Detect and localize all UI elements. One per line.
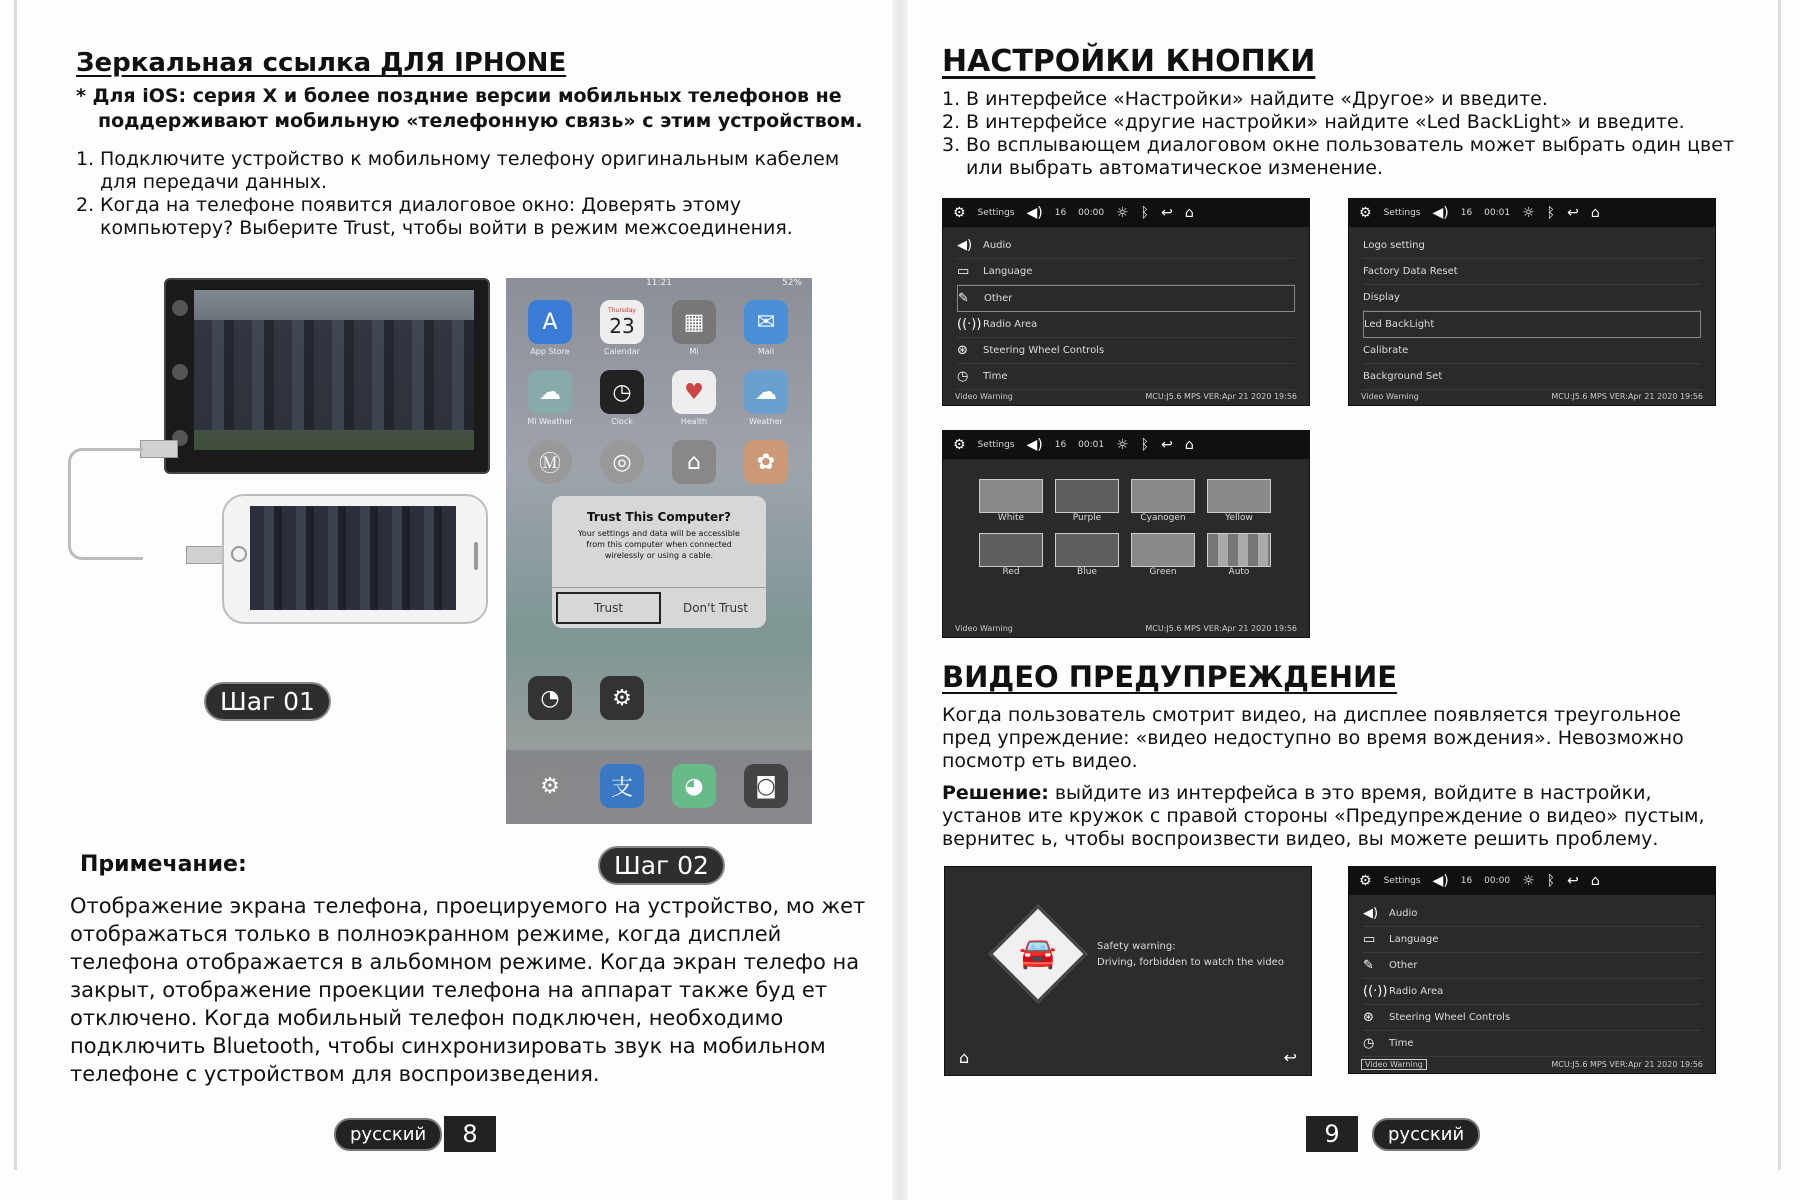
phone-screen-mirrored: [250, 506, 456, 610]
settings-topbar: ⚙ Settings ◀) 16 00:00 ☼ ᛒ ↩ ⌂: [943, 199, 1309, 227]
settings-screenshot-video-warning: [1348, 866, 1716, 1074]
clock-app[interactable]: ◷ Clock: [598, 370, 646, 426]
led-color-screenshot: [942, 430, 1310, 638]
settings-screenshot-other: [1348, 198, 1716, 406]
swatch-white[interactable]: White: [979, 479, 1043, 523]
menu-item-logo[interactable]: Logo setting: [1363, 233, 1701, 259]
mi-home-icon: ⌂: [672, 440, 716, 484]
settings-footer: Video Warning MCU:J5.6 MPS VER:Apr 21 2020 19:56: [1361, 391, 1703, 401]
gear-icon: ⚙: [1359, 205, 1372, 221]
solution-body: выйдите из интерфейса в это время, войдите в настройки, установ ите кружок с правой стороны «Предупреждение о видео» пустым, вернитес ь, чтобы воспроизвести видео, вы можете решить проблему.: [942, 782, 1705, 850]
menu-item-led-backlight[interactable]: Led BackLight: [1363, 311, 1701, 338]
settings-footer: Video Warning MCU:J5.6 MPS VER:Apr 21 2020 19:56: [955, 623, 1297, 633]
safety-warning-screenshot: [944, 866, 1312, 1076]
list-item: 1. В интерфейсе «Настройки» найдите «Другое» и введите.: [942, 88, 1548, 110]
page-edge-right: [1778, 0, 1781, 1170]
app-store-icon: A: [528, 300, 572, 344]
folder-icon: ▦: [672, 300, 716, 344]
list-item: 1. Подключите устройство к мобильному телефону оригинальным кабелем для передачи данных.: [76, 148, 840, 193]
page-number: 9: [1306, 1116, 1358, 1152]
list-item: 2. В интерфейсе «другие настройки» найдите «Led BackLight» и введите.: [942, 111, 1685, 133]
heart-icon: ♥: [672, 370, 716, 414]
bluetooth-icon: ᛒ: [1546, 205, 1556, 221]
volume-icon: ◀): [1432, 873, 1449, 889]
ios-note-line-1: * Для iOS: серия X и более поздние версии мобильных телефонов не: [76, 85, 842, 107]
mi-home-app[interactable]: [670, 440, 718, 484]
dock: [506, 750, 812, 824]
radio-icon: ((·)): [957, 317, 982, 332]
page-number: 8: [444, 1116, 496, 1152]
swatch-purple[interactable]: Purple: [1055, 479, 1119, 523]
mi-icon: Ⓜ: [528, 440, 572, 484]
dont-trust-button[interactable]: Don't Trust: [682, 601, 749, 615]
gear-icon: ⚙: [1359, 873, 1372, 889]
bluetooth-icon: ᛒ: [1546, 873, 1556, 889]
dialog-title: Trust This Computer?: [587, 510, 731, 524]
menu-item-display[interactable]: Display: [1363, 285, 1701, 311]
car-head-unit-image: [164, 278, 490, 474]
db-meter-icon: ◔: [528, 676, 572, 720]
calendar-icon: Thursday 23: [600, 300, 644, 344]
brightness-icon: ☼: [1522, 873, 1535, 889]
settings-topbar: ⚙ Settings ◀) 16 00:01 ☼ ᛒ ↩ ⌂: [943, 431, 1309, 459]
settings-icon: ⚙: [528, 764, 572, 808]
other-settings-menu: [1349, 227, 1715, 396]
menu-item-factory-reset[interactable]: Factory Data Reset: [1363, 259, 1701, 285]
wifi-app[interactable]: [598, 440, 646, 484]
color-swatches: [979, 479, 1279, 577]
camera-icon: ◙: [744, 764, 788, 808]
settings-app[interactable]: [526, 764, 574, 808]
brightness-icon: ☼: [1116, 437, 1129, 453]
wechat-icon: ◕: [672, 764, 716, 808]
step-01-badge: Шаг 01: [204, 682, 331, 721]
back-icon: ↩: [1567, 873, 1579, 889]
list-item: 2. Когда на телефоне появится диалоговое окно: Доверять этому компьютеру? Выберите Trust, чтобы войти в режим межсоединения.: [76, 194, 793, 239]
volume-icon: ◀): [1026, 437, 1043, 453]
health-app[interactable]: ♥ Health: [670, 370, 718, 426]
warning-sign-icon: [989, 905, 1088, 1004]
dialog-message: Your settings and data will be accessible from this computer when connected wirelessly or using a cable.: [578, 529, 740, 560]
speaker-icon: ◀): [957, 238, 973, 253]
trust-button[interactable]: Trust: [556, 592, 661, 624]
weather-icon: ☁: [528, 370, 572, 414]
settings-gear-app[interactable]: [598, 676, 646, 720]
home-icon: ⌂: [1184, 437, 1194, 453]
team-photo: [194, 320, 474, 430]
menu-item-other[interactable]: ✎ Other: [957, 285, 1295, 312]
settings-topbar: ⚙ Settings ◀) 16 00:00 ☼ ᛒ ↩ ⌂: [1349, 867, 1715, 895]
mi-folder-app[interactable]: ▦ Mi: [670, 300, 718, 356]
settings-menu: [943, 227, 1309, 396]
volume-icon: ◀): [1432, 205, 1449, 221]
back-icon: ↩: [1161, 437, 1173, 453]
page-title-button-settings: НАСТРОЙКИ КНОПКИ: [942, 44, 1316, 79]
home-icon: ⌂: [1590, 205, 1600, 221]
camera-app[interactable]: [742, 764, 790, 808]
knob-icon: [172, 300, 188, 316]
db-meter-app[interactable]: [526, 676, 574, 720]
settings-footer: Video Warning MCU:J5.6 MPS VER:Apr 21 2020 19:56: [955, 391, 1297, 401]
page-edge-left: [14, 0, 17, 1170]
volume-icon: ◀): [1026, 205, 1043, 221]
settings-steps-list: [942, 88, 1742, 180]
menu-item-language[interactable]: ▭ Language: [957, 259, 1295, 285]
bluetooth-icon: ᛒ: [1140, 437, 1150, 453]
clock-icon: ◷: [957, 369, 969, 384]
menu-item-language[interactable]: ▭ Language: [1363, 927, 1701, 953]
speaker-icon: ◀): [1363, 906, 1379, 921]
solution-label: Решение:: [942, 782, 1049, 804]
alipay-app[interactable]: [598, 764, 646, 808]
wrench-icon: ✎: [1363, 958, 1374, 973]
menu-item-calibrate[interactable]: Calibrate: [1363, 338, 1701, 364]
menu-item-radio-area[interactable]: ((·)) Radio Area: [1363, 979, 1701, 1005]
video-warning-toggle[interactable]: Video Warning: [1361, 1059, 1427, 1070]
section-title-video-warning: ВИДЕО ПРЕДУПРЕЖДЕНИЕ: [942, 660, 1398, 694]
app-store-app[interactable]: A App Store: [526, 300, 574, 356]
back-icon: ↩: [1567, 205, 1579, 221]
gear-icon: ⚙: [953, 205, 966, 221]
language-pill: русский: [334, 1118, 442, 1151]
brightness-icon: ☼: [1116, 205, 1129, 221]
car-screen-mirrored: [194, 290, 474, 450]
car-icon: 🚘: [1019, 936, 1057, 971]
page-title-mirror-link: Зеркальная ссылка ДЛЯ IPHONE: [76, 48, 567, 78]
language-pill: русский: [1372, 1118, 1480, 1151]
trust-dialog: [552, 496, 766, 628]
solution-text: [942, 782, 1732, 851]
mi-weather-app[interactable]: ☁ Mi Weather: [526, 370, 574, 426]
video-warning-text: Когда пользователь смотрит видео, на дисплее появляется треугольное пред упреждение: «видео недоступно во время вождения». Невозможно посмотр еть видео.: [942, 704, 1684, 772]
clock-icon: ◷: [600, 370, 644, 414]
swatch-green[interactable]: Green: [1131, 533, 1195, 577]
mirror-steps-list: [76, 148, 876, 240]
status-bar: 11:21 52%: [646, 278, 802, 288]
calendar-app[interactable]: Thursday 23 Calendar: [598, 300, 646, 356]
menu-item-audio[interactable]: ◀) Audio: [1363, 901, 1701, 927]
ios-note-line-2: поддерживают мобильную «телефонную связь» с этим устройством.: [98, 110, 863, 132]
phone-landscape-image: [222, 494, 488, 624]
home-icon: ⌂: [1590, 873, 1600, 889]
settings-footer: Video Warning MCU:J5.6 MPS VER:Apr 21 2020 19:56: [1349, 1055, 1715, 1073]
steering-wheel-icon: ⊛: [1363, 1010, 1374, 1025]
back-icon[interactable]: ↩: [1283, 1048, 1297, 1067]
warning-text: Safety warning: Driving, forbidden to watch the video: [1097, 941, 1284, 968]
home-icon[interactable]: ⌂: [959, 1048, 970, 1067]
wrench-icon: ✎: [958, 291, 969, 306]
menu-item-time[interactable]: ◷ Time: [957, 364, 1295, 390]
wifi-icon: ◎: [600, 440, 644, 484]
menu-item-other[interactable]: ✎ Other: [1363, 953, 1701, 979]
menu-item-steering[interactable]: ⊛ Steering Wheel Controls: [1363, 1005, 1701, 1031]
swatch-cyanogen[interactable]: Cyanogen: [1131, 479, 1195, 523]
alipay-icon: 支: [600, 764, 644, 808]
usb-plug-icon: [140, 440, 178, 458]
weather-app[interactable]: ☁ Weather: [742, 370, 790, 426]
swatch-yellow[interactable]: Yellow: [1207, 479, 1271, 523]
photos-app[interactable]: [742, 440, 790, 484]
menu-item-time[interactable]: ◷ Time: [1363, 1031, 1701, 1057]
settings-menu: [1349, 895, 1715, 1063]
speaker-icon: [474, 542, 478, 570]
mail-app[interactable]: ✉ Mail: [742, 300, 790, 356]
list-item: 3. Во всплывающем диалоговом окне пользователь может выбрать один цвет или выбрать автоматическое изменение.: [942, 134, 1735, 179]
swatch-auto[interactable]: Auto: [1207, 533, 1271, 577]
menu-item-background[interactable]: Background Set: [1363, 364, 1701, 390]
flower-icon: ✿: [744, 440, 788, 484]
brightness-icon: ☼: [1522, 205, 1535, 221]
steering-wheel-icon: ⊛: [957, 343, 968, 358]
menu-item-steering[interactable]: ⊛ Steering Wheel Controls: [957, 338, 1295, 364]
home-button-icon: [231, 546, 247, 562]
mail-icon: ✉: [744, 300, 788, 344]
swatch-red[interactable]: Red: [979, 533, 1043, 577]
dialog-buttons: [552, 587, 766, 628]
swatch-blue[interactable]: Blue: [1055, 533, 1119, 577]
lightning-plug-icon: [186, 546, 224, 564]
settings-topbar: ⚙ Settings ◀) 16 00:01 ☼ ᛒ ↩ ⌂: [1349, 199, 1715, 227]
note-title: Примечание:: [80, 852, 247, 877]
settings-screenshot-main: [942, 198, 1310, 406]
home-icon: ⌂: [1184, 205, 1194, 221]
wechat-app[interactable]: [670, 764, 718, 808]
bluetooth-icon: ᛒ: [1140, 205, 1150, 221]
knob-icon: [172, 364, 188, 380]
mi-app[interactable]: [526, 440, 574, 484]
ios-note: [76, 84, 866, 134]
usb-cable: [68, 448, 143, 560]
menu-item-radio-area[interactable]: ((·)) Radio Area: [957, 312, 1295, 338]
language-icon: ▭: [957, 264, 970, 279]
clock-icon: ◷: [1363, 1036, 1375, 1051]
gear-icon: ⚙: [600, 676, 644, 720]
gear-icon: ⚙: [953, 437, 966, 453]
radio-icon: ((·)): [1363, 984, 1388, 999]
note-body: Отображение экрана телефона, проецируемого на устройство, мо жет отображаться только в полноэкранном режиме, когда дисплей телефона отображается в альбомном режиме. Когда экран телефо на закрыт, отображение проекции телефона на аппарат также буд ет отключено. Когда мобильный телефон подключен, необходимо подключить Bluetooth, чтобы синхронизировать звук на мобильном телефоне с устройством для воспроизведения.: [70, 894, 866, 1086]
book-spine: [892, 0, 908, 1200]
back-icon: ↩: [1161, 205, 1173, 221]
step-02-badge: Шаг 02: [598, 846, 725, 885]
cloud-icon: ☁: [744, 370, 788, 414]
iphone-screenshot: [506, 278, 812, 824]
language-icon: ▭: [1363, 932, 1376, 947]
menu-item-audio[interactable]: ◀) Audio: [957, 233, 1295, 259]
